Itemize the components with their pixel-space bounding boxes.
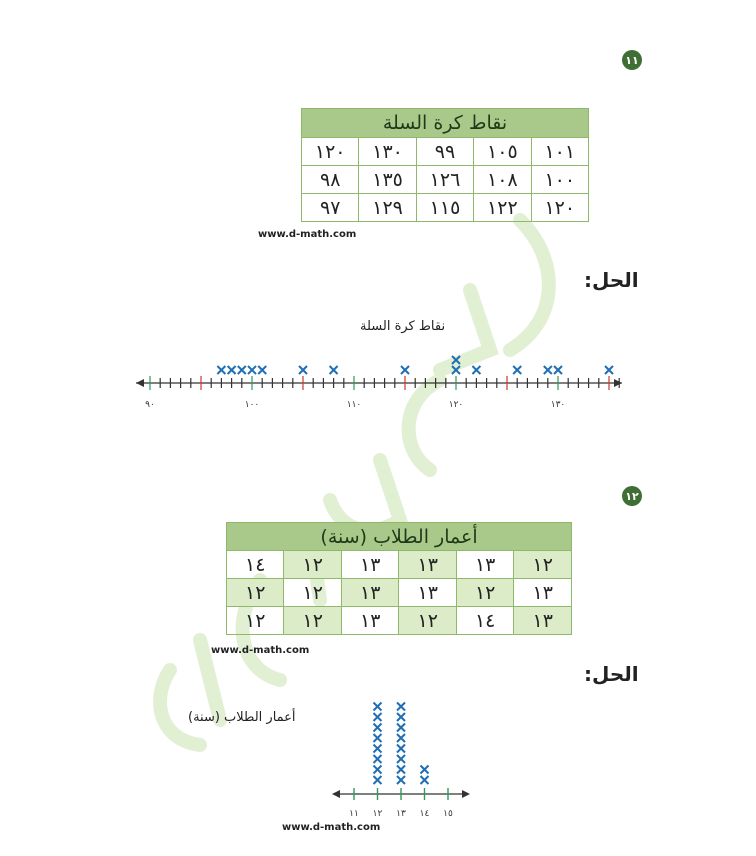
x-mark [258,366,266,374]
x-mark [330,366,338,374]
x-mark [374,734,382,742]
table-cell: ١٠١ [531,138,588,166]
axis-arrow-left [136,379,144,387]
axis-tick-label: ١٢٠ [448,400,464,410]
x-mark [374,703,382,711]
x-mark [397,755,405,763]
table-cell: ١٣٥ [359,166,416,194]
x-mark [397,776,405,784]
axis-tick-label: ١٠٠ [244,400,260,410]
table-cell: ١١٥ [416,194,473,222]
axis-tick-label: ١٢ [372,809,383,819]
table-cell: ١٤ [456,607,513,635]
table-cell: ١٢ [227,607,284,635]
x-mark [374,745,382,753]
axis-arrow-right [614,379,622,387]
x-mark [397,713,405,721]
x-mark [554,366,562,374]
table-cell: ٩٧ [302,194,359,222]
axis-arrow-left [332,790,340,798]
table-cell: ١٢ [284,607,341,635]
watermark-calligraphy [140,200,600,760]
axis-tick-label: ١٥ [443,809,453,819]
x-mark [299,366,307,374]
table-cell: ١٢ [514,551,572,579]
table-cell: ١٢ [284,551,341,579]
ages-line-plot [330,685,480,820]
table-cell: ١٣ [341,579,398,607]
table-cell: ١٢٢ [474,194,531,222]
axis-tick-label: ١١٠ [346,400,362,410]
axis-tick-label: ١١ [349,809,359,819]
table-cell: ١٢٠ [531,194,588,222]
axis-tick-label: ١٤ [419,809,430,819]
x-mark [513,366,521,374]
x-mark [374,766,382,774]
x-mark [374,724,382,732]
table-cell: ٩٩ [416,138,473,166]
x-mark [401,366,409,374]
axis-tick-label: ٩٠ [145,400,155,410]
table-cell: ١٣ [399,579,456,607]
table-cell: ١٤ [227,551,284,579]
website-link: www.d-math.com [282,822,381,833]
basketball-line-plot [130,345,630,415]
x-mark [397,724,405,732]
table-title: أعمار الطلاب (سنة) [227,523,572,551]
table-cell: ١٢ [284,579,341,607]
x-mark [374,776,382,784]
x-mark [397,766,405,774]
table-cell: ١٢٠ [302,138,359,166]
table-cell: ١٣ [456,551,513,579]
x-mark [544,366,552,374]
axis-arrow-right [462,790,470,798]
table-cell: ١٠٥ [474,138,531,166]
x-mark [248,366,256,374]
table-cell: ١٢ [227,579,284,607]
table-cell: ١٣ [341,607,398,635]
table-cell: ١٣٠ [359,138,416,166]
x-mark [374,755,382,763]
x-mark [217,366,225,374]
problem-number-badge: ١١ [622,50,642,70]
x-mark [397,703,405,711]
table-cell: ١٣ [399,551,456,579]
table-cell: ١٢ [399,607,456,635]
problem-number-badge: ١٢ [622,486,642,506]
solution-label: الحل: [584,268,639,292]
table-cell: ١٢ [456,579,513,607]
x-mark [452,356,460,364]
solution-label: الحل: [584,662,639,686]
line-plot-title: نقاط كرة السلة [360,319,446,334]
axis-tick-label: ١٣ [396,809,406,819]
x-mark [472,366,480,374]
table-cell: ١٢٩ [359,194,416,222]
student-ages-table [226,522,572,635]
table-cell: ١٣ [514,607,572,635]
website-link: www.d-math.com [211,645,310,656]
x-mark [397,734,405,742]
table-cell: ١٢٦ [416,166,473,194]
table-title: نقاط كرة السلة [302,109,589,138]
basketball-points-table [301,108,589,222]
table-cell: ١٣ [341,551,398,579]
x-mark [374,713,382,721]
x-mark [452,366,460,374]
table-cell: ١٠٠ [531,166,588,194]
x-mark [238,366,246,374]
line-plot-title: أعمار الطلاب (سنة) [188,710,296,725]
x-mark [421,776,429,784]
axis-tick-label: ١٣٠ [550,400,566,410]
table-cell: ١٠٨ [474,166,531,194]
table-cell: ٩٨ [302,166,359,194]
x-mark [228,366,236,374]
website-link: www.d-math.com [258,229,357,240]
x-mark [397,745,405,753]
x-mark [605,366,613,374]
x-mark [421,766,429,774]
table-cell: ١٣ [514,579,572,607]
